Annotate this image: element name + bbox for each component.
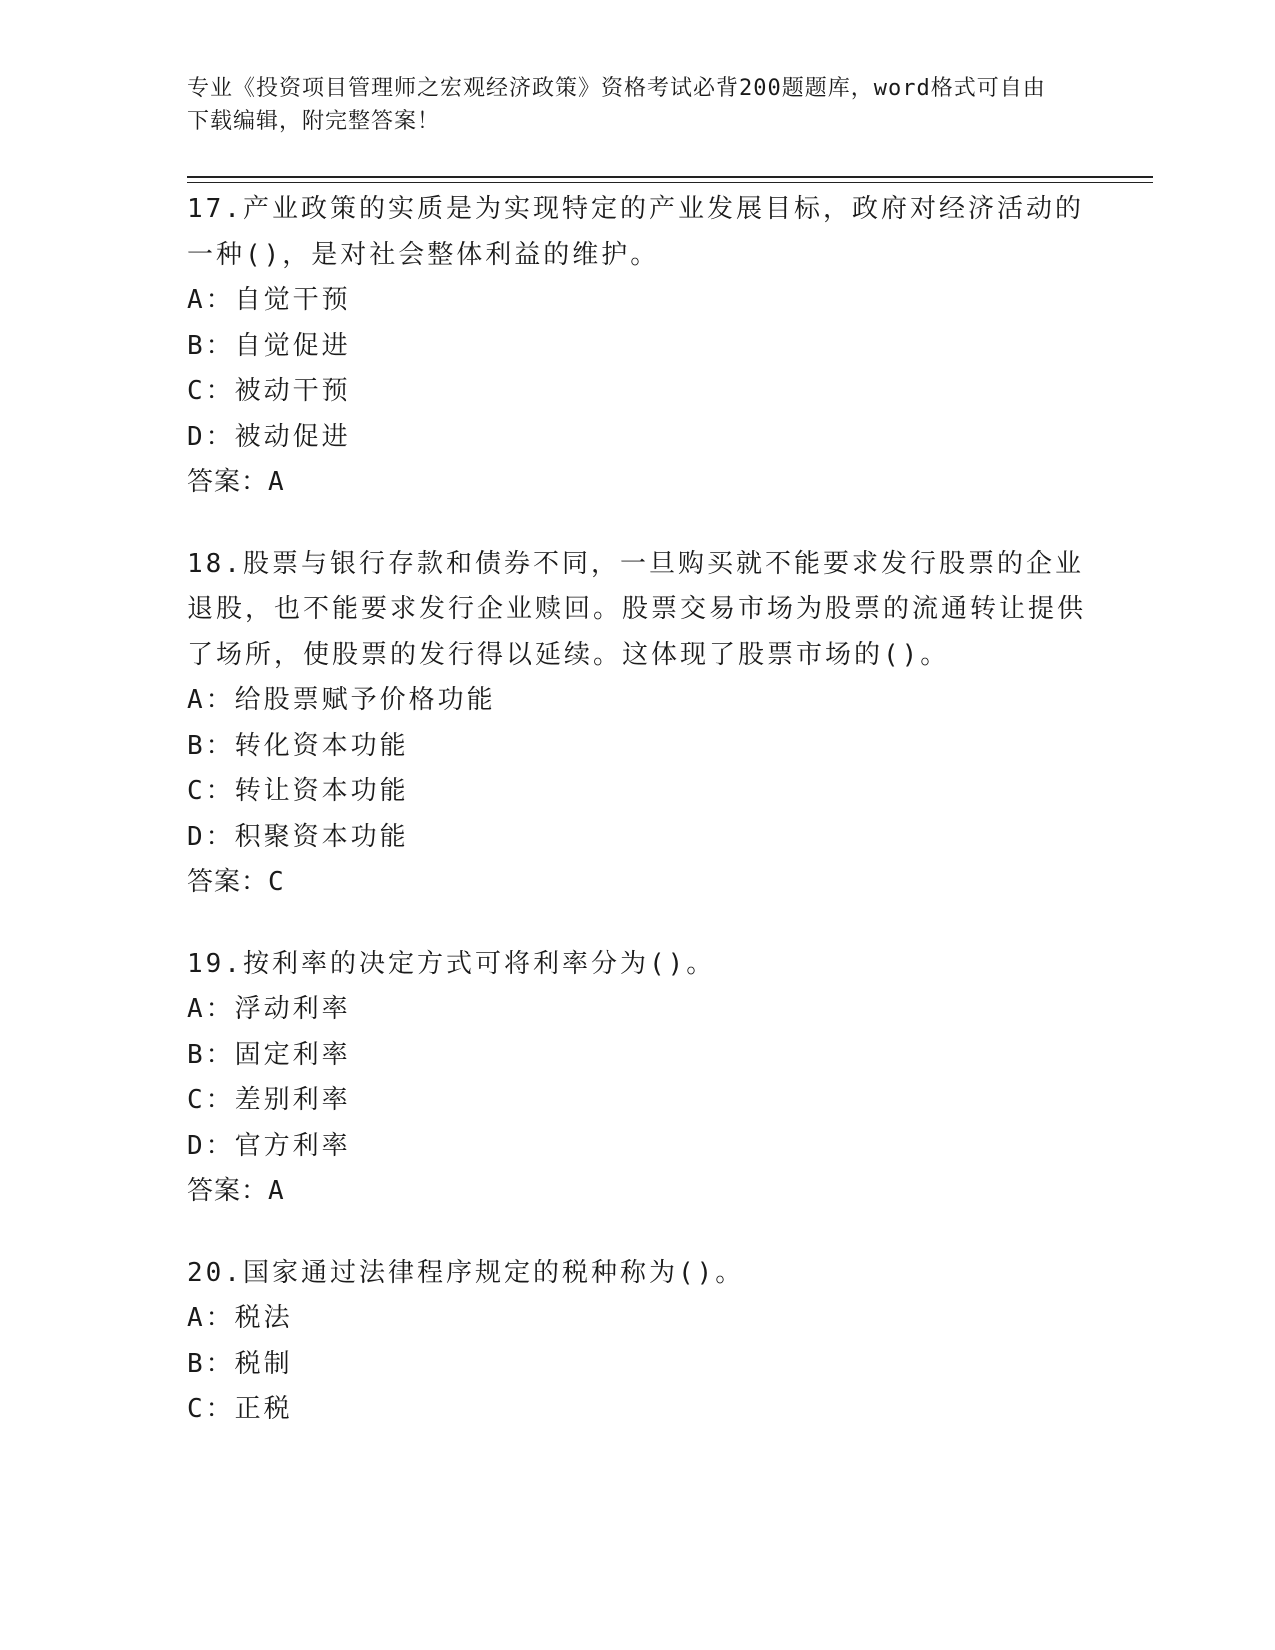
option-b: B：自觉促进 [187,330,351,361]
answer-value: A [268,467,285,497]
option-a: A：浮动利率 [187,994,351,1024]
question-stem: 17.产业政策的实质是为实现特定的产业发展目标，政府对经济活动的一种()，是对社会整体利益的维护。 [187,194,1084,270]
document-header: 专业《投资项目管理师之宏观经济政策》资格考试必背200题题库，word格式可自由下载编辑，附完整答案！ [187,76,1046,134]
question-stem: 20.国家通过法律程序规定的税种称为()。 [187,1257,745,1288]
question-20 [187,1251,1087,1433]
option-b: B：固定利率 [187,1039,351,1070]
option-d: D：被动促进 [187,421,351,452]
option-d: D：官方利率 [187,1130,351,1161]
option-c: C：转让资本功能 [187,776,409,806]
option-a: A：给股票赋予价格功能 [187,685,496,715]
option-a: A：自觉干预 [187,285,351,315]
answer-label: 答案： [187,1176,269,1206]
answer-line [187,460,1087,506]
answer-label: 答案： [187,867,269,897]
answer-value: A [268,1176,285,1206]
option-c: C：被动干预 [187,376,351,406]
question-stem: 19.按利率的决定方式可将利率分为()。 [187,948,716,979]
option-c: C：差别利率 [187,1085,351,1115]
answer-line [187,860,1087,906]
option-b: B：转化资本功能 [187,730,409,761]
answer-value: C [268,867,285,897]
option-c: C：正税 [187,1394,293,1424]
question-list [187,187,1087,1469]
header-divider-thin [187,182,1153,183]
answer-label: 答案： [187,467,269,497]
header-divider [187,176,1153,178]
option-d: D：积聚资本功能 [187,821,409,852]
answer-line [187,1169,1087,1215]
option-b: B：税制 [187,1348,293,1379]
question-17 [187,187,1087,506]
option-a: A：税法 [187,1303,293,1333]
question-stem: 18.股票与银行存款和债券不同，一旦购买就不能要求发行股票的企业退股，也不能要求发行企业赎回。股票交易市场为股票的流通转让提供了场所，使股票的发行得以延续。这体现了股票市场的()。 [187,548,1087,670]
question-18 [187,542,1087,906]
question-19 [187,942,1087,1215]
